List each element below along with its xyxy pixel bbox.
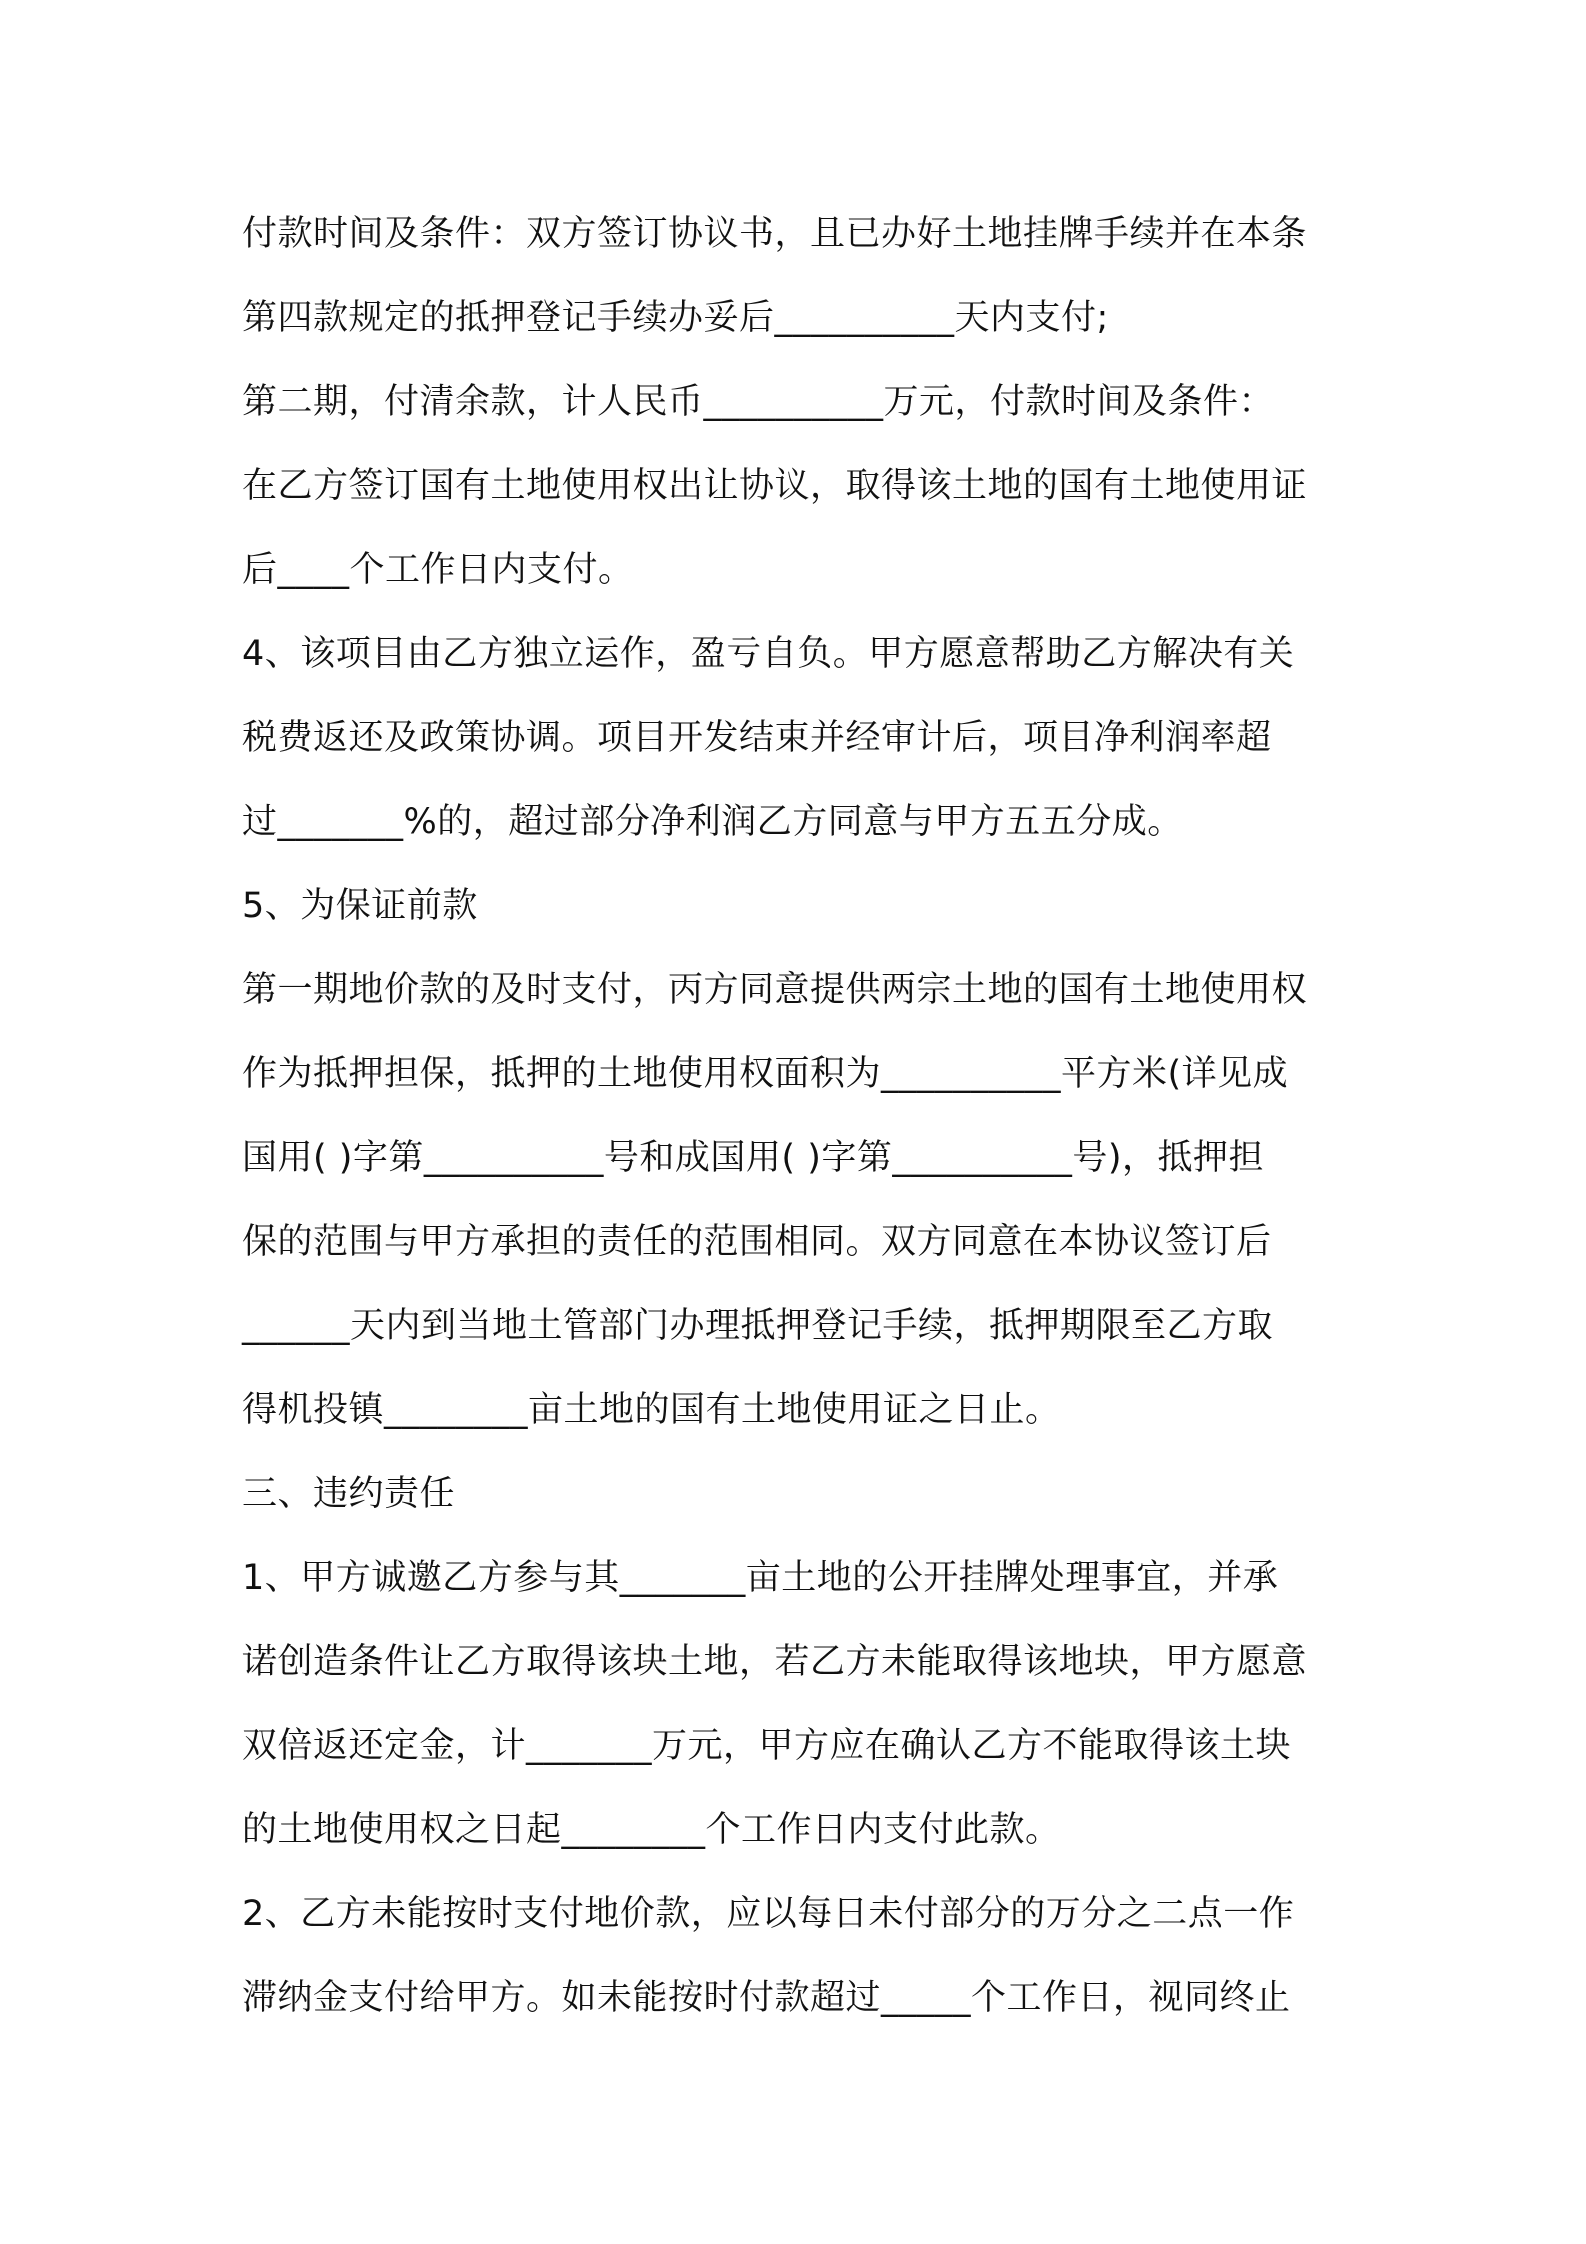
text-line: ______天内到当地土管部门办理抵押登记手续，抵押期限至乙方取 [242,1306,1274,1346]
text-line: 滞纳金支付给甲方。如未能按时付款超过_____个工作日，视同终止 [242,1978,1291,2018]
text-line: 第四款规定的抵押登记手续办妥后__________天内支付; [242,298,1109,338]
text-line: 过_______%的，超过部分净利润乙方同意与甲方五五分成。 [242,802,1183,842]
text-line: 1、甲方诚邀乙方参与其_______亩土地的公开挂牌处理事宜，并承 [242,1558,1279,1598]
text-line: 4、该项目由乙方独立运作，盈亏自负。甲方愿意帮助乙方解决有关 [242,634,1295,674]
text-line: 第二期，付清余款，计人民币__________万元，付款时间及条件： [242,382,1275,422]
text-line: 保的范围与甲方承担的责任的范围相同。双方同意在本协议签订后 [242,1222,1272,1262]
text-line: 在乙方签订国有土地使用权出让协议，取得该土地的国有土地使用证 [242,466,1308,506]
text-line: 作为抵押担保，抵押的土地使用权面积为__________平方米(详见成 [242,1054,1289,1094]
text-line: 2、乙方未能按时支付地价款，应以每日未付部分的万分之二点一作 [242,1894,1295,1934]
text-line: 税费返还及政策协调。项目开发结束并经审计后，项目净利润率超 [242,718,1272,758]
text-line: 的土地使用权之日起________个工作日内支付此款。 [242,1810,1061,1850]
document-body [242,192,1362,2040]
text-line: 诺创造条件让乙方取得该块土地，若乙方未能取得该地块，甲方愿意 [242,1642,1308,1682]
text-line: 后____个工作日内支付。 [242,550,634,590]
text-line: 第一期地价款的及时支付，丙方同意提供两宗土地的国有土地使用权 [242,970,1308,1010]
section-heading: 三、违约责任 [242,1474,456,1514]
text-line: 双倍返还定金，计_______万元，甲方应在确认乙方不能取得该土块 [242,1726,1292,1766]
text-line: 得机投镇________亩土地的国有土地使用证之日止。 [242,1390,1061,1430]
text-line: 付款时间及条件：双方签订协议书，且已办好土地挂牌手续并在本条 [242,214,1308,254]
text-line: 国用( )字第__________号和成国用( )字第__________号)，抵押担 [242,1138,1265,1178]
section-heading: 5、为保证前款 [242,886,478,926]
